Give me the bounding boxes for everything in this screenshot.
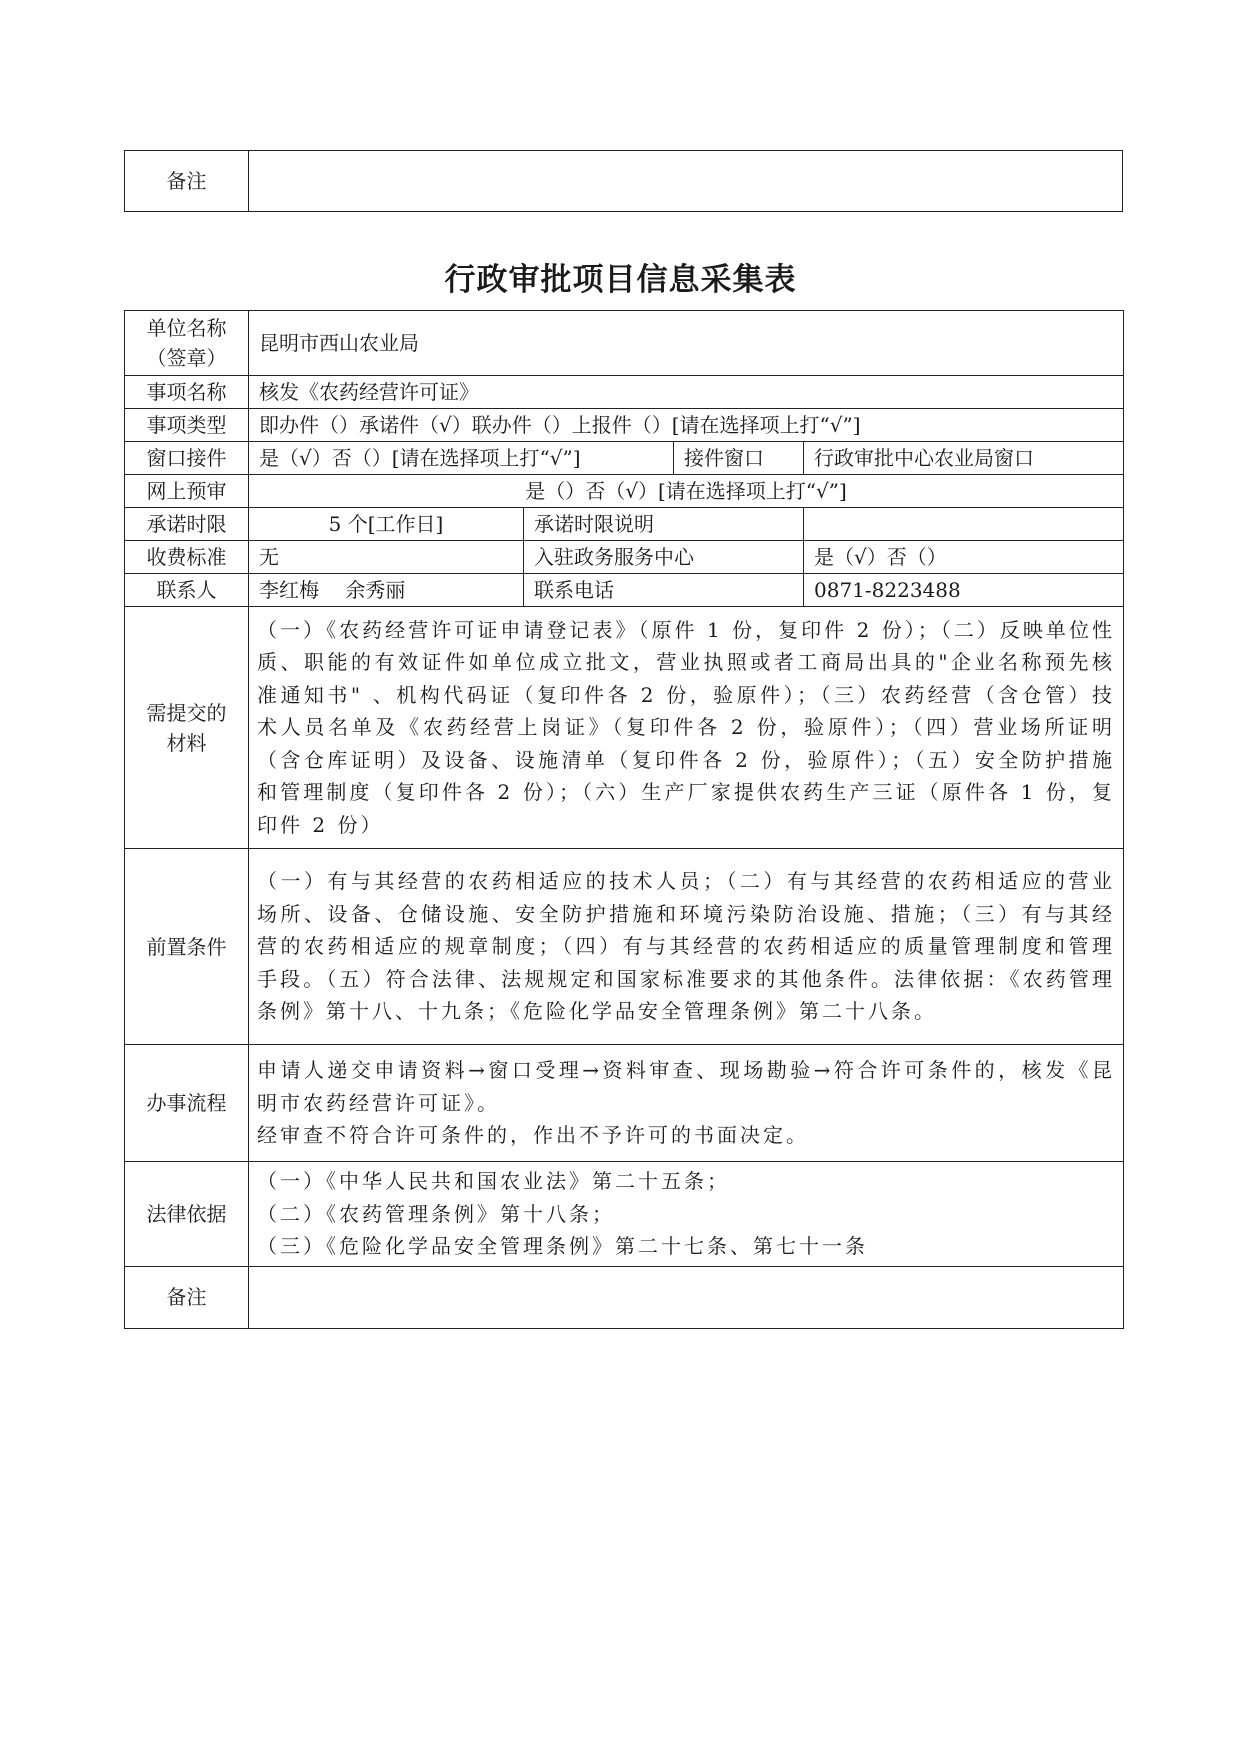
item-name-row (125, 376, 1124, 409)
remarks-value (249, 1266, 1124, 1328)
legal-line-1: （一）《中华人民共和国农业法》第二十五条； (257, 1169, 730, 1193)
promise-row (125, 508, 1124, 541)
legal-label: 法律依据 (125, 1162, 249, 1267)
top-remarks-row (125, 151, 1123, 212)
legal-text (249, 1162, 1124, 1267)
promise-note-value (804, 508, 1124, 541)
contact-value: 李红梅 余秀丽 (249, 574, 524, 607)
top-remarks-label: 备注 (125, 151, 249, 212)
info-table (124, 310, 1124, 1329)
item-name-value: 核发《农药经营许可证》 (249, 376, 1124, 409)
window-value: 是（√）否（）[请在选择项上打“√”] (249, 442, 674, 475)
precondition-row (125, 849, 1124, 1045)
window-place-label: 接件窗口 (674, 442, 804, 475)
process-text (249, 1045, 1124, 1162)
phone-label: 联系电话 (524, 574, 804, 607)
materials-label-line-2: 材料 (166, 730, 207, 755)
fee-value: 无 (249, 541, 524, 574)
online-label: 网上预审 (125, 475, 249, 508)
online-row (125, 475, 1124, 508)
unit-label-line-2: （签章） (146, 346, 227, 370)
item-name-label: 事项名称 (125, 376, 249, 409)
precondition-label: 前置条件 (125, 849, 249, 1045)
process-line-2: 经审查不符合许可条件的，作出不予许可的书面决定。 (257, 1123, 809, 1148)
center-value: 是（√）否（） (804, 541, 1124, 574)
materials-label (125, 607, 249, 849)
promise-value: 5 个[工作日] (249, 508, 524, 541)
promise-label: 承诺时限 (125, 508, 249, 541)
unit-value: 昆明市西山农业局 (249, 311, 1124, 376)
unit-label-line-1: 单位名称 (146, 316, 227, 340)
top-remarks-value (249, 151, 1123, 212)
window-label: 窗口接件 (125, 442, 249, 475)
unit-label (125, 311, 249, 376)
legal-line-3: （三）《危险化学品安全管理条例》第二十七条、第七十一条 (257, 1234, 868, 1258)
process-row (125, 1045, 1124, 1162)
unit-row (125, 311, 1124, 376)
process-line-1: 申请人递交申请资料→窗口受理→资料审查、现场勘验→符合许可条件的，核发《昆明市农药经营许可证》。 (257, 1058, 1115, 1115)
item-type-value: 即办件（）承诺件（√）联办件（）上报件（）[请在选择项上打“√”] (249, 409, 1124, 442)
promise-note-label: 承诺时限说明 (524, 508, 804, 541)
process-label: 办事流程 (125, 1045, 249, 1162)
item-type-label: 事项类型 (125, 409, 249, 442)
legal-row (125, 1162, 1124, 1267)
remarks-row (125, 1266, 1124, 1328)
top-remarks-table (124, 150, 1123, 212)
materials-text: （一）《农药经营许可证申请登记表》（原件 1 份，复印件 2 份）；（二）反映单位性质、职能的有效证件如单位成立批文，营业执照或者工商局出具的"企业名称预先核准通知书" 、机构代码证（复印件各 2 份，验原件）；（三）农药经营（含仓管）技术人员名单及《农药经营上岗证》（复印件各 2 份，验原件）；（四）营业场所证明（含仓库证明）及设备、设施清单（复印件各 2 份，验原件）；（五）安全防护措施和管理制度（复印件各 2 份）；（六）生产厂家提供农药生产三证（原件各 1 份，复印件 2 份） (249, 607, 1124, 849)
item-type-row (125, 409, 1124, 442)
legal-line-2: （二）《农药管理条例》第十八条； (257, 1201, 615, 1226)
window-place-value: 行政审批中心农业局窗口 (804, 442, 1124, 475)
fee-row (125, 541, 1124, 574)
online-value: 是（）否（√）[请在选择项上打“√”] (249, 475, 1124, 508)
center-label: 入驻政务服务中心 (524, 541, 804, 574)
phone-value: 0871-8223488 (804, 574, 1124, 607)
contact-label: 联系人 (125, 574, 249, 607)
contact-row (125, 574, 1124, 607)
materials-row (125, 607, 1124, 849)
fee-label: 收费标准 (125, 541, 249, 574)
precondition-text: （一）有与其经营的农药相适应的技术人员；（二）有与其经营的农药相适应的营业场所、设备、仓储设施、安全防护措施和环境污染防治设施、措施；（三）有与其经营的农药相适应的规章制度；（四）有与其经营的农药相适应的质量管理制度和管理手段。（五）符合法律、法规规定和国家标准要求的其他条件。法律依据：《农药管理条例》第十八、十九条；《危险化学品安全管理条例》第二十八条。 (249, 849, 1124, 1045)
remarks-label: 备注 (125, 1266, 249, 1328)
materials-label-line-1: 需提交的 (146, 700, 227, 725)
form-title: 行政审批项目信息采集表 (444, 262, 797, 298)
window-row (125, 442, 1124, 475)
